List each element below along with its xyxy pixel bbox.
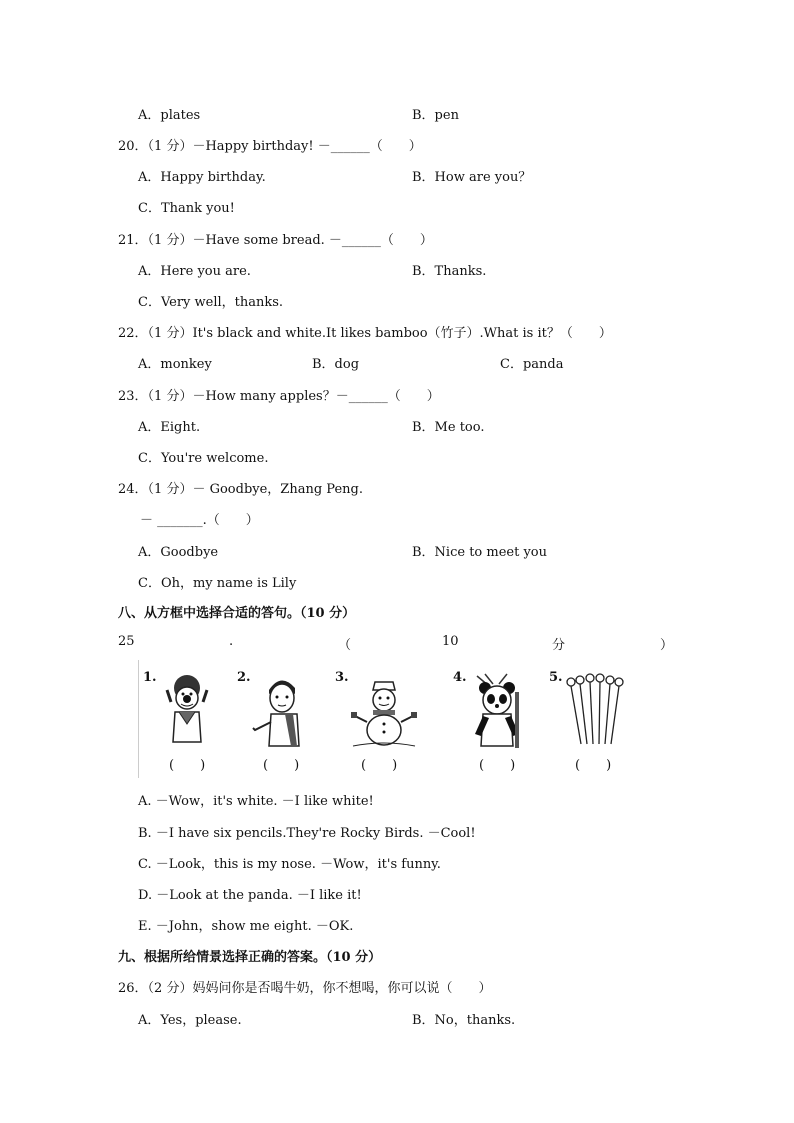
q25-picture-row [138,660,659,778]
q25-unit: 分 [552,638,566,653]
q23-stem: 23．（1 分）－How many apples？－______（ ） [118,389,440,404]
answer-parentheses[interactable]: ( ) [479,758,516,773]
q23-option-b: B．Me too. [412,420,485,435]
q24-option-a: A．Goodbye [138,545,219,560]
q21-option-a: A．Here you are. [138,264,251,279]
q22-option-a: A．monkey [138,357,212,372]
section-9-title: 九、根据所给情景选择正确的答案。（10 分） [118,950,382,965]
q24-option-c: C．Oh，my name is Lily [138,576,297,591]
q24-option-b: B．Nice to meet you [412,545,547,560]
q20-option-b: B．How are you？ [412,170,532,185]
q22-option-c: C．panda [500,357,564,372]
q26-stem: 26．（2 分）妈妈问你是否喝牛奶，你不想喝，你可以说（ ） [118,981,492,996]
q25-score: 10 [442,634,459,649]
q20-option-a: A．Happy birthday. [138,170,266,185]
q25-close-paren: ） [660,638,674,653]
answer-parentheses[interactable]: ( ) [169,758,206,773]
q19-option-b: B．pen [412,108,459,123]
q21-option-c: C．Very well，thanks. [138,295,284,310]
picture-number: 4. [453,670,467,685]
q24-stem: 24．（1 分）－ Goodbye，Zhang Peng. [118,482,363,497]
q20-stem: 20．（1 分）－Happy birthday! －______（ ） [118,139,422,154]
answer-parentheses[interactable]: ( ) [263,758,300,773]
q20-option-c: C．Thank you! [138,201,235,216]
picture-number: 1. [143,670,157,685]
pencils-icon [563,672,627,748]
q25-option-d: D. －Look at the panda. －I like it! [138,888,362,903]
q25-option-b: B. －I have six pencils.They're Rocky Birds. －Cool! [138,826,476,841]
picture-number: 5. [549,670,563,685]
q25-picture-2 [237,660,333,778]
q22-option-b: B．dog [312,357,360,372]
q23-option-c: C．You're welcome. [138,451,269,466]
q22-stem: 22．（1 分）It's black and white.It likes bamboo（竹子）.What is it？（ ） [118,326,612,341]
picture-number: 3. [335,670,349,685]
q26-option-a: A．Yes，please. [138,1013,242,1028]
q25-picture-3 [335,660,431,778]
q23-option-a: A．Eight. [138,420,201,435]
q25-picture-5 [549,660,645,778]
picture-number: 2. [237,670,251,685]
q25-open-paren: （ [338,638,352,653]
panda-icon [467,672,527,748]
q25-number: 25 [118,634,135,649]
boy-pointing-icon [251,672,311,748]
answer-parentheses[interactable]: ( ) [361,758,398,773]
q25-option-e: E. －John，show me eight. －OK. [138,919,354,934]
q25-option-c: C. －Look，this is my nose. －Wow，it's funny. [138,857,441,872]
q25-picture-1 [143,660,239,778]
answer-parentheses[interactable]: ( ) [575,758,612,773]
q25-picture-4 [453,660,549,778]
snowman-icon [349,672,419,748]
q19-option-a: A．plates [138,108,201,123]
q21-option-b: B．Thanks. [412,264,487,279]
q21-stem: 21．（1 分）－Have some bread. －______（ ） [118,233,433,248]
q25-option-a: A. －Wow，it's white. －I like white! [138,794,374,809]
q26-option-b: B．No，thanks. [412,1013,516,1028]
clown-icon [157,672,217,748]
q25-dot: . [229,634,234,649]
q24-line2: － _______.（ ） [140,513,259,528]
section-8-title: 八、从方框中选择合适的答句。（10 分） [118,606,356,621]
